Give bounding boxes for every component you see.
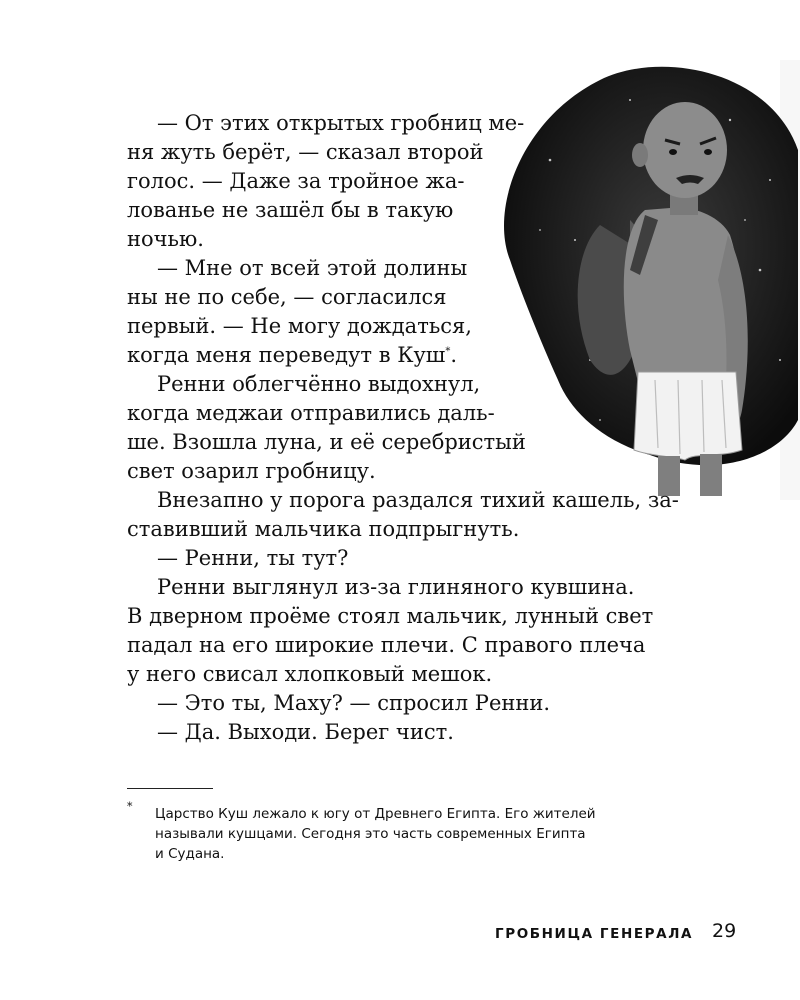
text-line: — От этих открытых гробниц ме-	[157, 111, 525, 135]
text-line: — Это ты, Маху? — спросил Ренни.	[157, 691, 551, 715]
text-line: падал на его широкие плечи. С правого плеча	[127, 633, 646, 657]
text-line	[127, 341, 457, 370]
text-line: — Мне от всей этой долины	[157, 256, 468, 280]
text-line: ночью.	[127, 227, 204, 251]
text-line: Ренни выглянул из-за глиняного кувшина.	[157, 575, 635, 599]
text-line: лованье не зашёл бы в такую	[127, 198, 454, 222]
footnote-line: и Судана.	[155, 846, 225, 862]
text-line: ставивший мальчика подпрыгнуть.	[127, 517, 520, 541]
text-line: Ренни облегчённо выдохнул,	[157, 372, 481, 396]
running-title: ГРОБНИЦА ГЕНЕРАЛА	[495, 926, 694, 942]
footnote-line: Царство Куш лежало к югу от Древнего Египта. Его жителей	[155, 806, 596, 822]
text-line: — Да. Выходи. Берег чист.	[157, 720, 454, 744]
page-number: 29	[712, 920, 737, 942]
boy-illustration	[480, 60, 800, 500]
text-line: у него свисал хлопковый мешок.	[127, 662, 493, 686]
text-line: ня жуть берёт, — сказал второй	[127, 140, 484, 164]
text-line: первый. — Не могу дождаться,	[127, 314, 472, 338]
text-line: ше. Взошла луна, и её серебристый	[127, 430, 526, 454]
footnote-ref-mark: *	[445, 346, 451, 357]
footnote-line: называли кушцами. Сегодня это часть современных Египта	[155, 826, 586, 842]
footnote-ref-end: .	[450, 343, 458, 367]
text-line: когда меджаи отправились даль-	[127, 401, 495, 425]
text-line-content: когда меня переведут в Куш	[127, 343, 446, 367]
footnote-mark: *	[127, 800, 133, 813]
text-line: — Ренни, ты тут?	[157, 546, 349, 570]
text-line: В дверном проёме стоял мальчик, лунный свет	[127, 604, 654, 628]
text-line: Внезапно у порога раздался тихий кашель, за-	[157, 488, 679, 512]
footnote-divider	[127, 788, 213, 789]
text-line: свет озарил гробницу.	[127, 459, 376, 483]
text-line: голос. — Даже за тройное жа-	[127, 169, 465, 193]
text-line: ны не по себе, — согласился	[127, 285, 447, 309]
